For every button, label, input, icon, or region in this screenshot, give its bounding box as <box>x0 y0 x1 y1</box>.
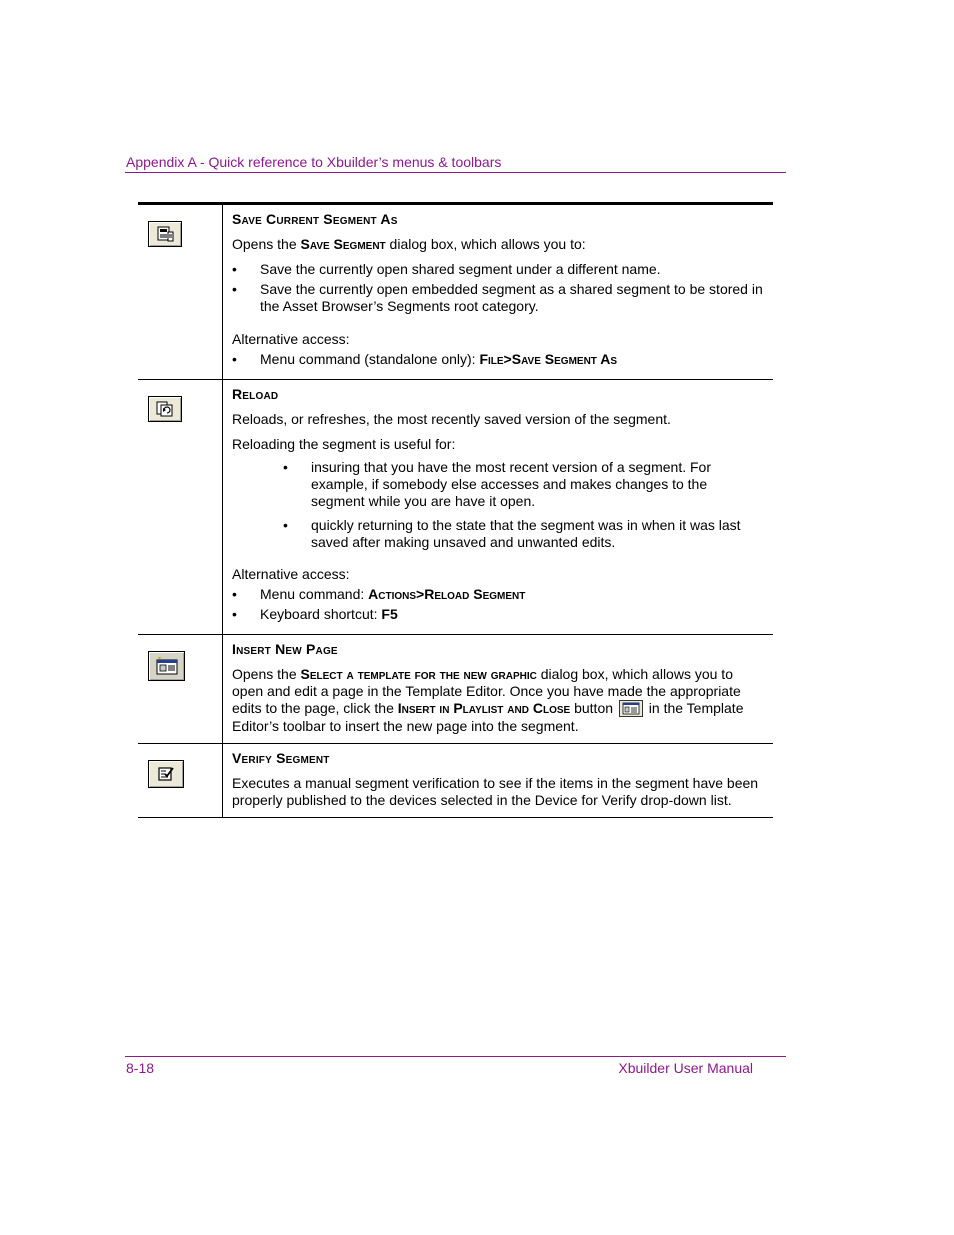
menu-command-path: File>Save Segment As <box>479 351 618 367</box>
insert-in-playlist-icon <box>619 700 643 717</box>
footer-manual-title: Xbuilder User Manual <box>618 1060 753 1076</box>
list-item: • Save the currently open embedded segment as a shared segment to be stored in the Asset Browser’s Segments root category. <box>232 281 763 315</box>
bullet-list <box>232 459 763 551</box>
bullet-list <box>232 351 763 368</box>
icon-cell <box>138 635 223 744</box>
verify-segment-icon <box>148 760 184 788</box>
table-row <box>138 204 773 380</box>
command-description-cell <box>223 635 774 744</box>
header-divider <box>125 172 786 173</box>
command-description <box>232 666 763 735</box>
list-item: • Save the currently open shared segment under a different name. <box>232 261 763 278</box>
icon-cell <box>138 204 223 380</box>
list-item: • insuring that you have the most recent version of a segment. For example, if somebody else accesses and makes changes to the segment while you are have it open. <box>232 459 763 510</box>
list-item <box>232 351 763 368</box>
button-name: Insert in Playlist and Close <box>397 700 571 716</box>
description-text: dialog box, which allows you to open and edit a page in the Template Editor. Once you have made the appropriate edits to the page, click the <box>232 666 741 716</box>
command-title: Verify Segment <box>232 749 330 766</box>
reload-icon <box>148 396 182 422</box>
dialog-name: Save Segment <box>300 236 386 252</box>
list-item: • quickly returning to the state that the segment was in when it was last saved after making unsaved and unwanted edits. <box>232 517 763 551</box>
command-description: Reloads, or refreshes, the most recently saved version of the segment. <box>232 411 671 427</box>
useful-for-label: Reloading the segment is useful for: <box>232 436 456 452</box>
command-description-cell <box>223 743 774 817</box>
table-row <box>138 380 773 635</box>
command-title: Save Current Segment As <box>232 211 398 227</box>
command-description <box>232 236 763 253</box>
command-description: Executes a manual segment verification to see if the items in the segment have been properly published to the devices selected in the Device for Verify drop-down list. <box>232 774 759 808</box>
insert-new-page-icon <box>148 651 185 681</box>
menu-command-label: Menu command: <box>260 586 369 602</box>
table-row <box>138 635 773 744</box>
command-title: Insert New Page <box>232 641 338 657</box>
icon-cell <box>138 743 223 817</box>
bullet-list <box>232 586 763 623</box>
command-description-cell <box>223 380 774 635</box>
list-item <box>232 586 763 603</box>
page-header-title: Appendix A - Quick reference to Xbuilder’s menus & toolbars <box>126 154 502 170</box>
save-segment-as-icon <box>148 221 182 247</box>
menu-command-path: Actions>Reload Segment <box>368 586 526 602</box>
alternative-access-label: Alternative access: <box>232 566 350 582</box>
page-number: 8-18 <box>126 1060 155 1076</box>
footer-divider <box>125 1056 786 1057</box>
dialog-name: Select a template for the new graphic <box>300 666 537 682</box>
description-text: in the Template Editor’s toolbar to insert the new page into the segment. <box>232 700 744 734</box>
alternative-access-label: Alternative access: <box>232 331 350 347</box>
description-text: dialog box, which allows you to: <box>385 236 586 252</box>
icon-cell <box>138 380 223 635</box>
description-text: Opens the <box>232 236 301 252</box>
menu-command-label: Menu command (standalone only): <box>260 351 480 367</box>
command-description-cell <box>223 204 774 380</box>
description-text: button <box>570 700 617 716</box>
bullet-list <box>232 261 763 315</box>
list-item <box>232 606 763 623</box>
command-title: Reload <box>232 386 279 402</box>
keyboard-shortcut-key: F5 <box>381 606 398 622</box>
toolbar-reference-table <box>138 202 773 818</box>
keyboard-shortcut-label: Keyboard shortcut: <box>260 606 382 622</box>
table-row <box>138 743 773 817</box>
description-text: Opens the <box>232 666 301 682</box>
